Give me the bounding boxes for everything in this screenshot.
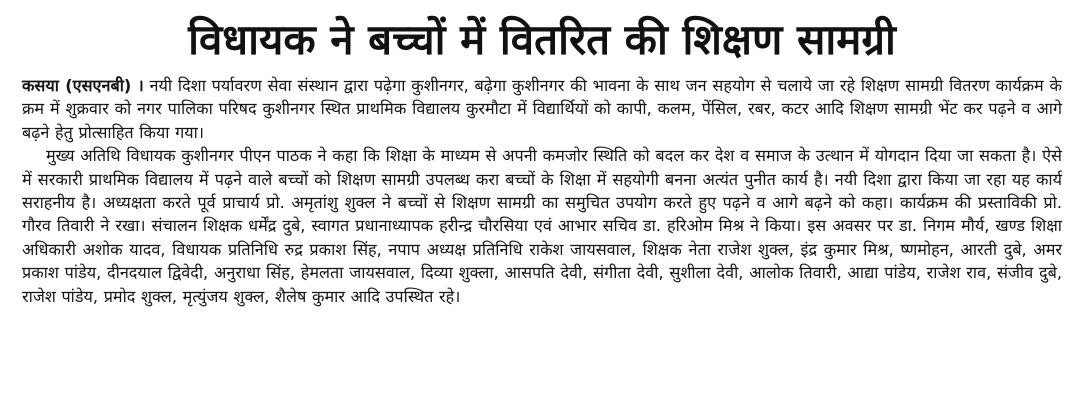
article-headline: विधायक ने बच्चों में वितरित की शिक्षण सामग्री: [188, 15, 896, 64]
article-paragraph-1-text: नयी दिशा पर्यावरण सेवा संस्थान द्वारा पढ़ेगा कुशीनगर, बढ़ेगा कुशीनगर की भावना के साथ जन सहयोग से चलाये जा रहे शिक्षण सामग्री वितरण कार्यक्रम के क्रम में शुक्रवार को नगर पालिका परिषद कुशीनगर स्थित प्राथमिक विद्यालय कुरमौटा में विद्यार्थियों को कापी, कलम, पेंसिल, रबर, कटर आदि शिक्षण सामग्री भेंट कर पढ़ने व आगे बढ़ने हेतु प्रोत्साहित किया गया।: [22, 76, 1062, 142]
article-body: [22, 74, 1062, 308]
article-dateline: कसया (एसएनबी) ।: [22, 76, 144, 95]
article-paragraph-1: [22, 74, 1062, 144]
article-paragraph-2: मुख्य अतिथि विधायक कुशीनगर पीएन पाठक ने कहा कि शिक्षा के माध्यम से अपनी कमजोर स्थिति को बदल कर देश व समाज के उत्थान में योगदान दिया जा सकता है। ऐसे में सरकारी प्राथमिक विद्यालय में पढ़ने वाले बच्चों को शिक्षण सामग्री उपलब्ध करा बच्चों के शिक्षा में सहयोगी बनना अत्यंत पुनीत कार्य है। नयी दिशा द्वारा किया जा रहा यह कार्य सराहनीय है। अध्यक्षता करते पूर्व प्राचार्य प्रो. अमृतांशु शुक्ल ने बच्चों से शिक्षण सामग्री का समुचित उपयोग करते हुए पढ़ने व आगे बढ़ने को कहा। कार्यक्रम की प्रस्ताविकी प्रो. गौरव तिवारी ने रखा। संचालन शिक्षक धर्मेंद्र दुबे, स्वागत प्रधानाध्यापक हरीन्द्र चौरसिया एवं आभार सचिव डा. हरिओम मिश्र ने किया। इस अवसर पर डा. निगम मौर्य, खण्ड शिक्षा अधिकारी अशोक यादव, विधायक प्रतिनिधि रुद्र प्रकाश सिंह, नपाप अध्यक्ष प्रतिनिधि राकेश जायसवाल, शिक्षक नेता राजेश शुक्ल, इंद्र कुमार मिश्र, ष्णमोहन, आरती दुबे, अमर प्रकाश पांडेय, दीनदयाल द्विवेदी, अनुराधा सिंह, हेमलता जायसवाल, दिव्या शुक्ला, आसपति देवी, संगीता देवी, सुशीला देवी, आलोक तिवारी, आद्या पांडेय, राजेश राव, संजीव दुबे, राजेश पांडेय, प्रमोद शुक्ल, मृत्युंजय शुक्ल, शैलेष कुमार आदि उपस्थित रहे।: [22, 146, 1062, 306]
